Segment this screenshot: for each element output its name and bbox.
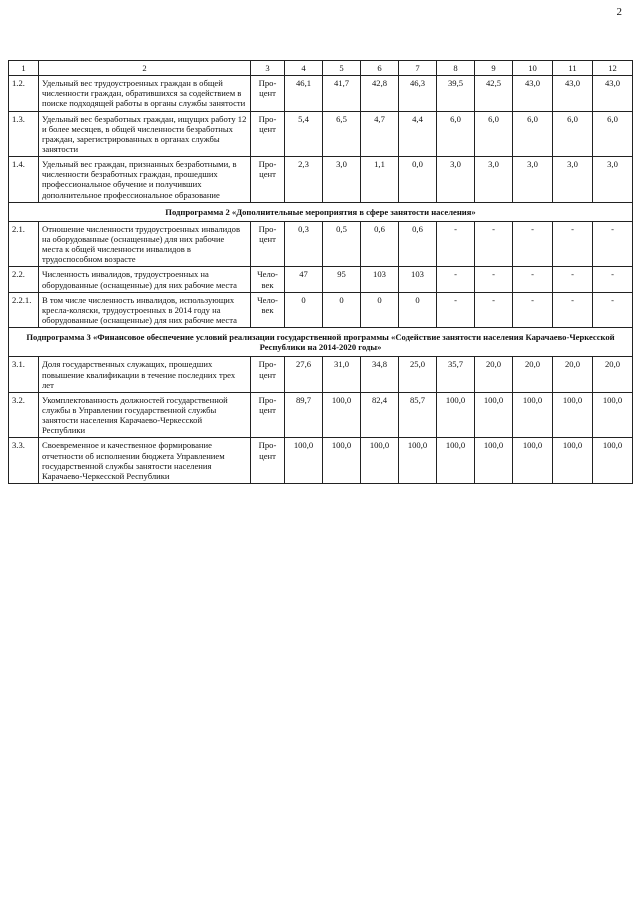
unit-cell: Про- цент [251,392,285,438]
row-number: 3.1. [9,357,39,392]
value-cell: 35,7 [437,357,475,392]
column-header: 9 [475,61,513,76]
row-number: 1.3. [9,111,39,157]
value-cell: - [593,292,633,327]
value-cell: 6,0 [553,111,593,157]
value-cell: - [513,292,553,327]
column-header: 1 [9,61,39,76]
table-row [9,438,633,484]
value-cell: 6,0 [437,111,475,157]
column-header: 11 [553,61,593,76]
value-cell: 100,0 [593,438,633,484]
value-cell: - [593,267,633,292]
value-cell: 0 [323,292,361,327]
value-cell: 20,0 [553,357,593,392]
value-cell: - [437,221,475,267]
value-cell: 100,0 [323,392,361,438]
unit-cell: Про- цент [251,221,285,267]
value-cell: 5,4 [285,111,323,157]
column-header: 10 [513,61,553,76]
value-cell: 103 [361,267,399,292]
value-cell: 20,0 [475,357,513,392]
column-header: 3 [251,61,285,76]
value-cell: 100,0 [323,438,361,484]
value-cell: 39,5 [437,76,475,111]
indicator-name: Удельный вес граждан, признанных безработными, в численности безработных граждан, прошедших профессиональное обучение и получивших дополнительное профессиональное образование [39,157,251,203]
indicator-name: Укомплектованность должностей государственной службы в Управлении государственной службы занятости населения Карачаево-Черкесской Республики [39,392,251,438]
page-number: 2 [616,6,622,18]
unit-cell: Про- цент [251,111,285,157]
value-cell: 31,0 [323,357,361,392]
value-cell: - [437,267,475,292]
value-cell: 100,0 [475,392,513,438]
value-cell: 1,1 [361,157,399,203]
column-header: 12 [593,61,633,76]
section-title: Подпрограмма 2 «Дополнительные мероприятия в сфере занятости населения» [9,202,633,221]
value-cell: - [513,221,553,267]
column-header: 5 [323,61,361,76]
unit-cell: Про- цент [251,357,285,392]
value-cell: 43,0 [593,76,633,111]
table-row [9,292,633,327]
value-cell: 47 [285,267,323,292]
row-number: 1.4. [9,157,39,203]
indicator-name: Своевременное и качественное формирование отчетности об исполнении бюджета Управлением государственной службы занятости населения Карачаево-Черкесской Республики [39,438,251,484]
value-cell: 100,0 [285,438,323,484]
value-cell: 6,5 [323,111,361,157]
indicator-table-container [8,60,632,484]
table-row [9,267,633,292]
value-cell: 100,0 [553,392,593,438]
value-cell: 85,7 [399,392,437,438]
value-cell: 95 [323,267,361,292]
value-cell: 0 [285,292,323,327]
value-cell: - [475,292,513,327]
unit-cell: Чело- век [251,267,285,292]
section-title: Подпрограмма 3 «Финансовое обеспечение условий реализации государственной программы «Содействие занятости населения Карачаево-Черкесской Республики на 2014-2020 годы» [9,328,633,357]
value-cell: 82,4 [361,392,399,438]
value-cell: 46,3 [399,76,437,111]
value-cell: 3,0 [323,157,361,203]
value-cell: 100,0 [361,438,399,484]
indicator-table [8,60,633,484]
value-cell: 100,0 [437,438,475,484]
column-header: 7 [399,61,437,76]
unit-cell: Чело- век [251,292,285,327]
indicator-name: Удельный вес трудоустроенных граждан в общей численности граждан, обратившихся за содействием в поиске подходящей работы в органы службы занятости [39,76,251,111]
value-cell: - [513,267,553,292]
section-row [9,202,633,221]
value-cell: 6,0 [475,111,513,157]
value-cell: 3,0 [437,157,475,203]
column-header: 4 [285,61,323,76]
table-body [9,76,633,484]
value-cell: - [437,292,475,327]
row-number: 2.2.1. [9,292,39,327]
indicator-name: Численность инвалидов, трудоустроенных на оборудованные (оснащенные) для них рабочие места [39,267,251,292]
value-cell: 103 [399,267,437,292]
value-cell: 42,5 [475,76,513,111]
value-cell: 100,0 [399,438,437,484]
value-cell: 0 [361,292,399,327]
value-cell: 89,7 [285,392,323,438]
value-cell: 0,5 [323,221,361,267]
table-row [9,157,633,203]
value-cell: 20,0 [593,357,633,392]
row-number: 1.2. [9,76,39,111]
table-header-row [9,61,633,76]
indicator-name: Отношение численности трудоустроенных инвалидов на оборудованные (оснащенные) для них рабочие места к общей численности инвалидов в трудоспособном возрасте [39,221,251,267]
value-cell: - [553,221,593,267]
value-cell: - [553,292,593,327]
value-cell: 41,7 [323,76,361,111]
row-number: 3.2. [9,392,39,438]
value-cell: - [553,267,593,292]
value-cell: 43,0 [553,76,593,111]
indicator-name: Доля государственных служащих, прошедших повышение квалификации в течение последних трех лет [39,357,251,392]
value-cell: 3,0 [475,157,513,203]
value-cell: 100,0 [437,392,475,438]
table-row [9,357,633,392]
value-cell: 43,0 [513,76,553,111]
value-cell: 0,3 [285,221,323,267]
value-cell: 0 [399,292,437,327]
value-cell: 6,0 [513,111,553,157]
value-cell: 34,8 [361,357,399,392]
table-row [9,76,633,111]
value-cell: 100,0 [475,438,513,484]
value-cell: 4,7 [361,111,399,157]
table-row [9,221,633,267]
value-cell: 25,0 [399,357,437,392]
unit-cell: Про- цент [251,76,285,111]
column-header: 2 [39,61,251,76]
value-cell: - [475,267,513,292]
value-cell: 3,0 [553,157,593,203]
indicator-name: Удельный вес безработных граждан, ищущих работу 12 и более месяцев, в общей численности безработных граждан, зарегистрированных в органах службы занятости [39,111,251,157]
value-cell: 100,0 [513,392,553,438]
value-cell: - [475,221,513,267]
indicator-name: В том числе численность инвалидов, использующих кресла-коляски, трудоустроенных в 2014 году на оборудованные (оснащенные) для них рабочие места [39,292,251,327]
row-number: 2.1. [9,221,39,267]
table-row [9,392,633,438]
value-cell: 2,3 [285,157,323,203]
value-cell: 3,0 [513,157,553,203]
value-cell: 0,6 [399,221,437,267]
value-cell: 0,6 [361,221,399,267]
value-cell: 4,4 [399,111,437,157]
value-cell: 100,0 [593,392,633,438]
value-cell: - [593,221,633,267]
row-number: 2.2. [9,267,39,292]
section-row [9,328,633,357]
column-header: 8 [437,61,475,76]
value-cell: 6,0 [593,111,633,157]
value-cell: 46,1 [285,76,323,111]
value-cell: 3,0 [593,157,633,203]
unit-cell: Про- цент [251,438,285,484]
value-cell: 100,0 [513,438,553,484]
value-cell: 0,0 [399,157,437,203]
value-cell: 42,8 [361,76,399,111]
column-header: 6 [361,61,399,76]
row-number: 3.3. [9,438,39,484]
value-cell: 100,0 [553,438,593,484]
value-cell: 20,0 [513,357,553,392]
unit-cell: Про- цент [251,157,285,203]
value-cell: 27,6 [285,357,323,392]
table-row [9,111,633,157]
